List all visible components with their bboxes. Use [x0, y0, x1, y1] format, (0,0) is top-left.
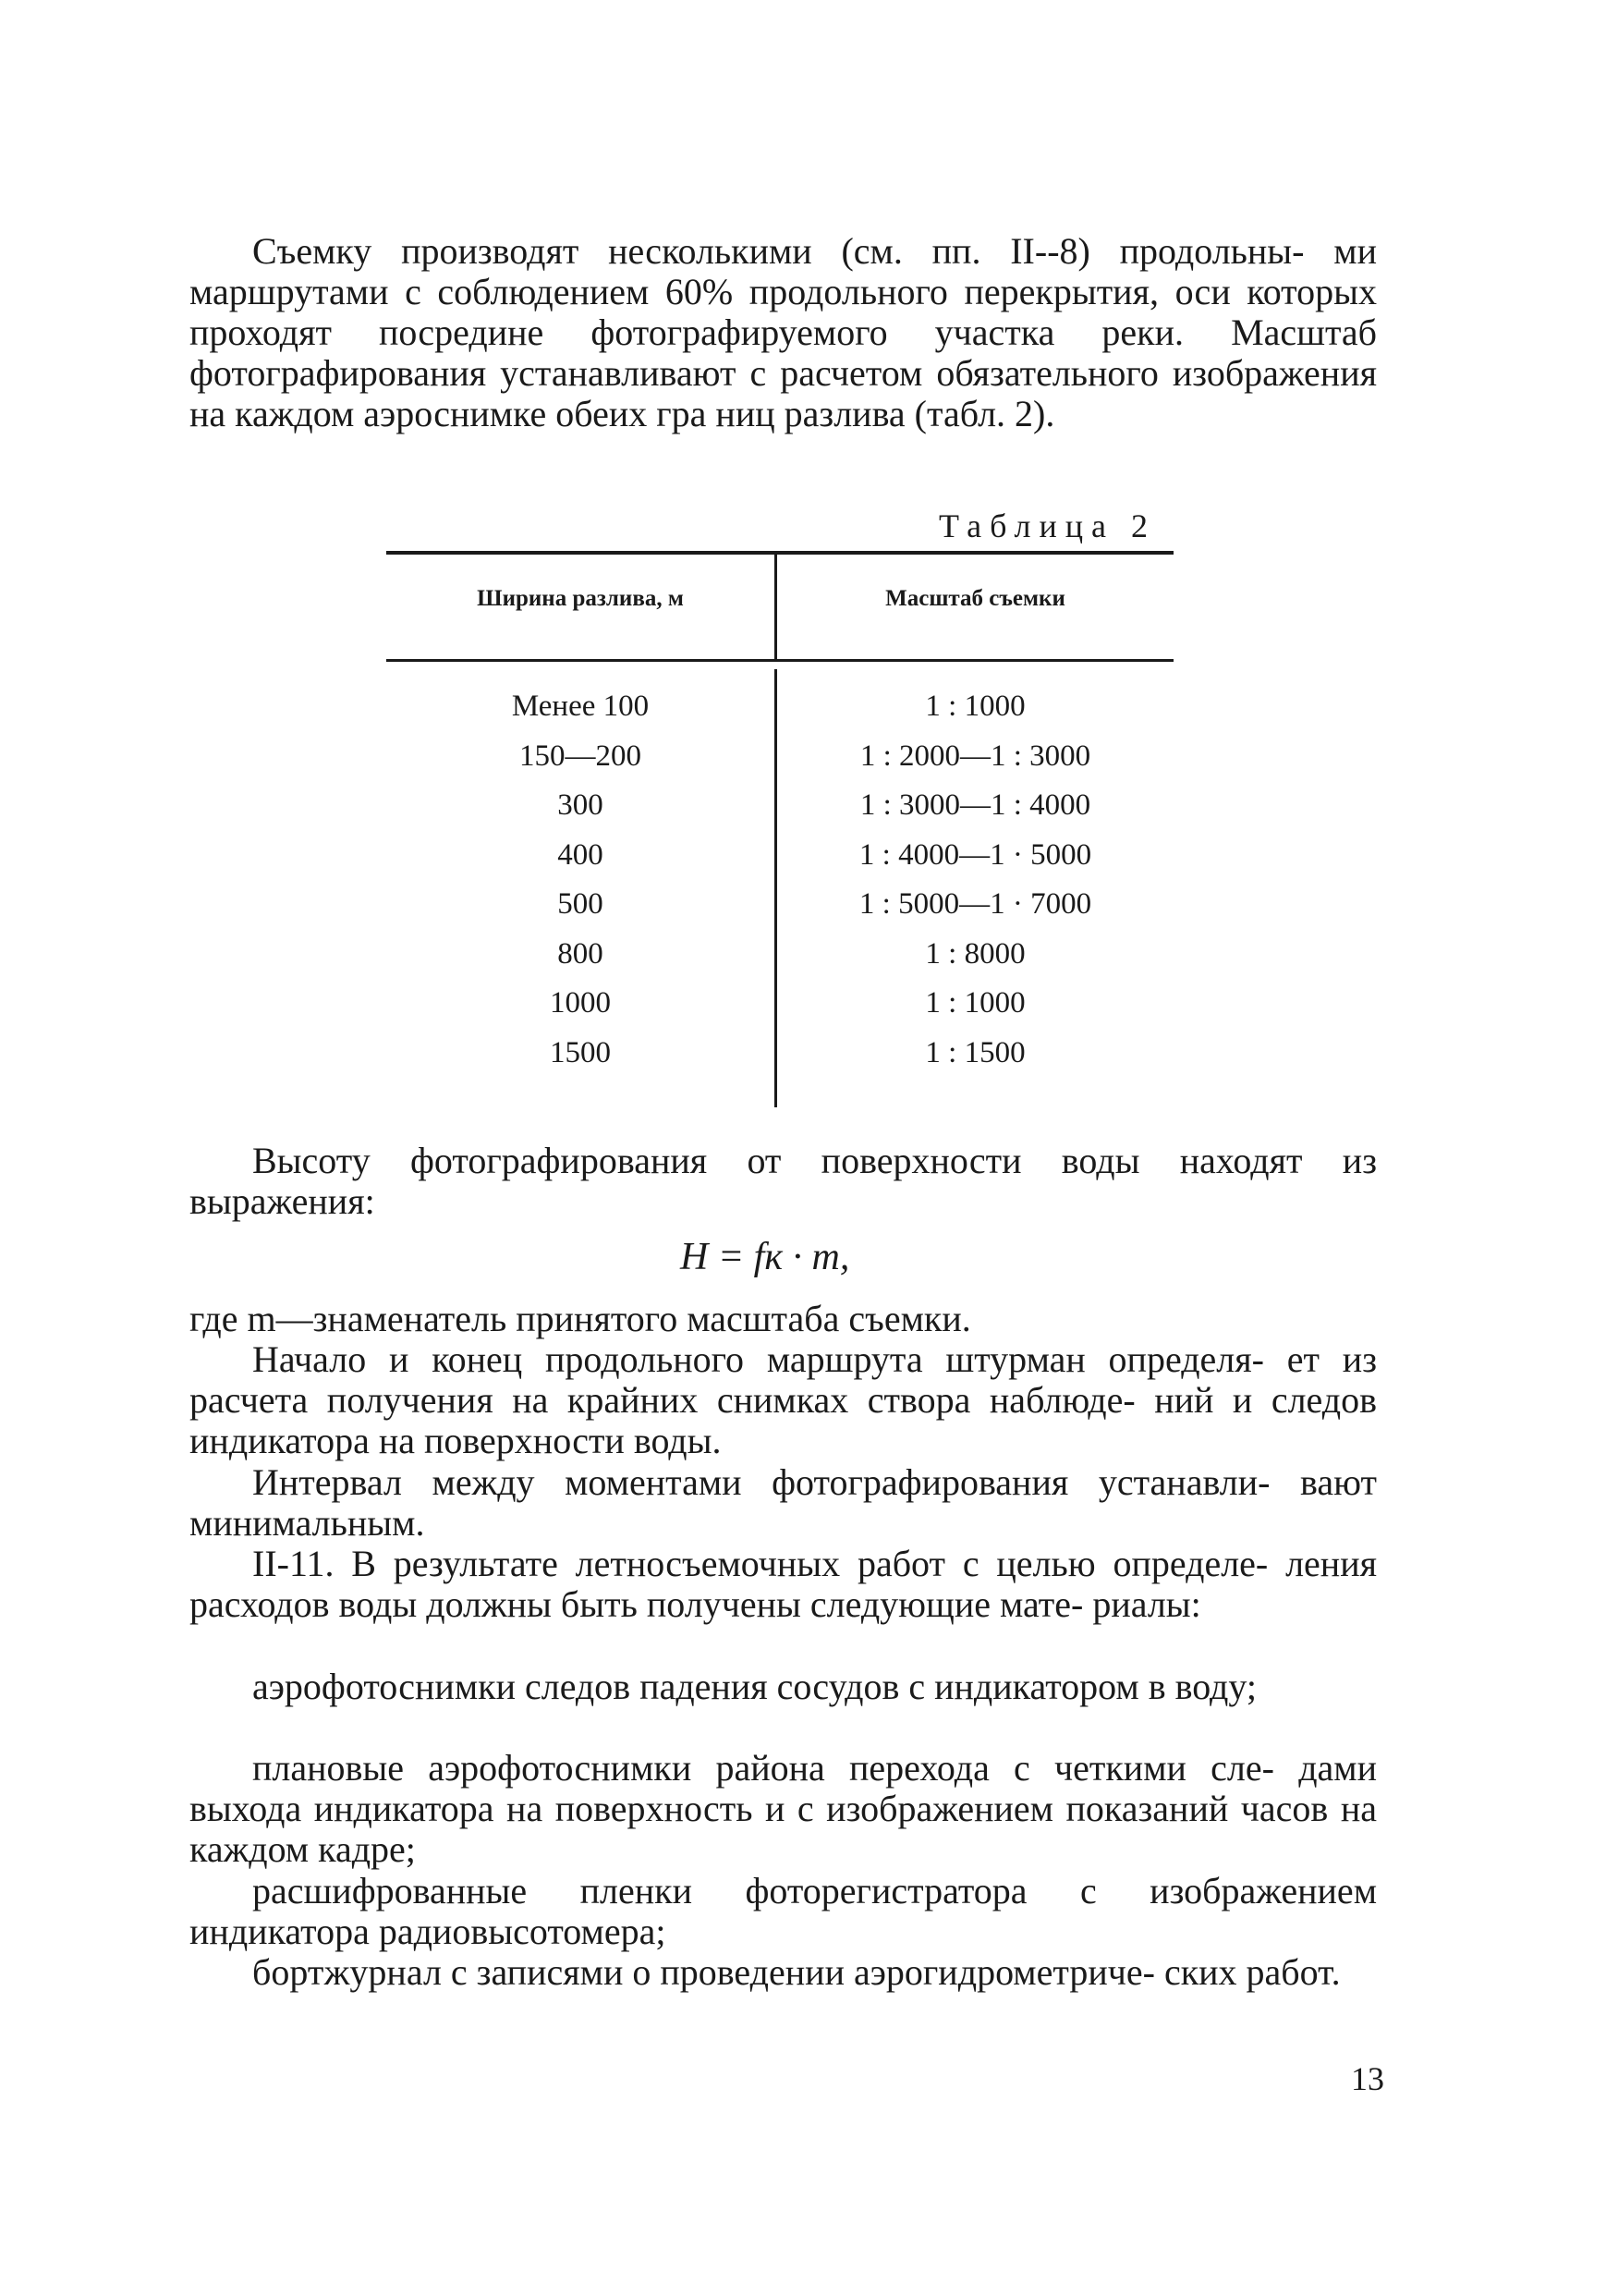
- table-caption: Таблица 2: [939, 507, 1156, 544]
- materials-item-4: [189, 1952, 1377, 1993]
- cell-width: 300: [557, 788, 603, 822]
- table-header-width: Ширина разлива, м: [477, 586, 684, 611]
- table-row: [386, 1036, 1174, 1086]
- interval-paragraph: [189, 1462, 1377, 1544]
- cell-width: 150—200: [519, 739, 641, 773]
- table-row: [386, 739, 1174, 789]
- intro-line: ми маршрутами с соблюдением 60% продольного перекрытия,: [189, 230, 1377, 312]
- materials-item-1: [189, 1667, 1377, 1707]
- table-row: [386, 788, 1174, 838]
- intro-line: ниц разлива (табл. 2).: [715, 393, 1055, 434]
- table-row: [386, 937, 1174, 987]
- cell-scale: 1 : 5000—1 · 7000: [858, 887, 1092, 921]
- results-paragraph: [189, 1544, 1377, 1625]
- cell-scale: 1 : 8000: [925, 936, 1026, 971]
- height-line: Высоту фотографирования от поверхности воды находят: [252, 1140, 1303, 1181]
- route-paragraph: [189, 1339, 1377, 1461]
- table-row: [386, 690, 1174, 739]
- item-line: индикатора радиовысотомера;: [189, 1911, 666, 1952]
- cell-scale: 1 : 3000—1 : 4000: [859, 788, 1091, 822]
- cell-scale: 1 : 2000—1 : 3000: [859, 739, 1091, 773]
- intro-line: обязательного изображения на каждом аэроснимке обеих гра: [189, 352, 1377, 434]
- route-line: Начало и конец продольного маршрута штурман определя-: [252, 1338, 1264, 1380]
- cell-width: 1000: [550, 986, 611, 1020]
- cell-width: 1500: [550, 1035, 611, 1069]
- materials-item-2: [189, 1748, 1377, 1870]
- where-line: [189, 1299, 1377, 1339]
- intro-line: оси которых проходят посредине фотографируемого участка: [189, 271, 1377, 353]
- route-line: ний и следов индикатора на поверхности воды.: [189, 1379, 1378, 1461]
- table-row: [386, 838, 1174, 888]
- item-line: расшифрованные пленки фоторегистратора с изображением: [252, 1870, 1377, 1911]
- cell-width: Менее 100: [511, 690, 650, 723]
- intro-line: Съемку производят несколькими (см. пп. II--8) продольны-: [252, 230, 1305, 272]
- item-line: плановые аэрофотоснимки района перехода с четкими сле-: [252, 1747, 1274, 1789]
- cell-scale: 1 : 4000—1 · 5000: [858, 837, 1092, 872]
- table-top-rule: [386, 551, 1174, 555]
- cell-scale: 1 : 1000: [925, 986, 1026, 1020]
- table-header-rule: [386, 659, 1174, 662]
- materials-item-3: [189, 1871, 1377, 1952]
- cell-width: 400: [557, 837, 603, 872]
- intro-paragraph: [189, 231, 1377, 434]
- page-number: 13: [1351, 2060, 1384, 2097]
- height-paragraph: [189, 1141, 1377, 1222]
- where-text: где m—знаменатель принятого масштаба съемки.: [189, 1298, 971, 1339]
- cell-width: 500: [557, 887, 603, 921]
- results-line: II-11. В результате летносъемочных работ с целью определе-: [252, 1543, 1269, 1584]
- scale-table: [386, 551, 1174, 1107]
- table-row: [386, 887, 1174, 937]
- item-line: дами выхода индикатора на поверхность и с изображением: [189, 1747, 1378, 1829]
- interval-line: вают минимальным.: [189, 1461, 1377, 1544]
- route-line: ет из расчета получения на крайних снимках створа наблюде-: [189, 1338, 1378, 1421]
- table-header-scale: Масштаб съемки: [885, 586, 1065, 611]
- item-line: ских работ.: [1163, 1951, 1341, 1993]
- table-body: [386, 690, 1174, 1085]
- results-line: ления расходов воды должны быть получены следующие мате-: [189, 1543, 1378, 1625]
- intro-line: реки. Масштаб фотографирования устанавливают с расчетом: [189, 311, 1378, 394]
- item-line: бортжурнал с записями о проведении аэрогидрометриче-: [252, 1951, 1155, 1993]
- item-line: воду;: [1174, 1666, 1257, 1707]
- item-line: показаний часов на каждом кадре;: [189, 1788, 1377, 1870]
- cell-scale: 1 : 1500: [925, 1035, 1026, 1069]
- cell-scale: 1 : 1000: [925, 690, 1026, 723]
- results-line: риалы:: [1092, 1583, 1201, 1625]
- cell-width: 800: [557, 936, 603, 971]
- table-row: [386, 986, 1174, 1036]
- item-line: аэрофотоснимки следов падения сосудов с индикатором в: [252, 1666, 1166, 1707]
- height-line: из выражения:: [189, 1140, 1377, 1222]
- interval-line: Интервал между моментами фотографирования устанавли-: [252, 1461, 1271, 1503]
- height-formula: H = fк · m,: [680, 1236, 850, 1278]
